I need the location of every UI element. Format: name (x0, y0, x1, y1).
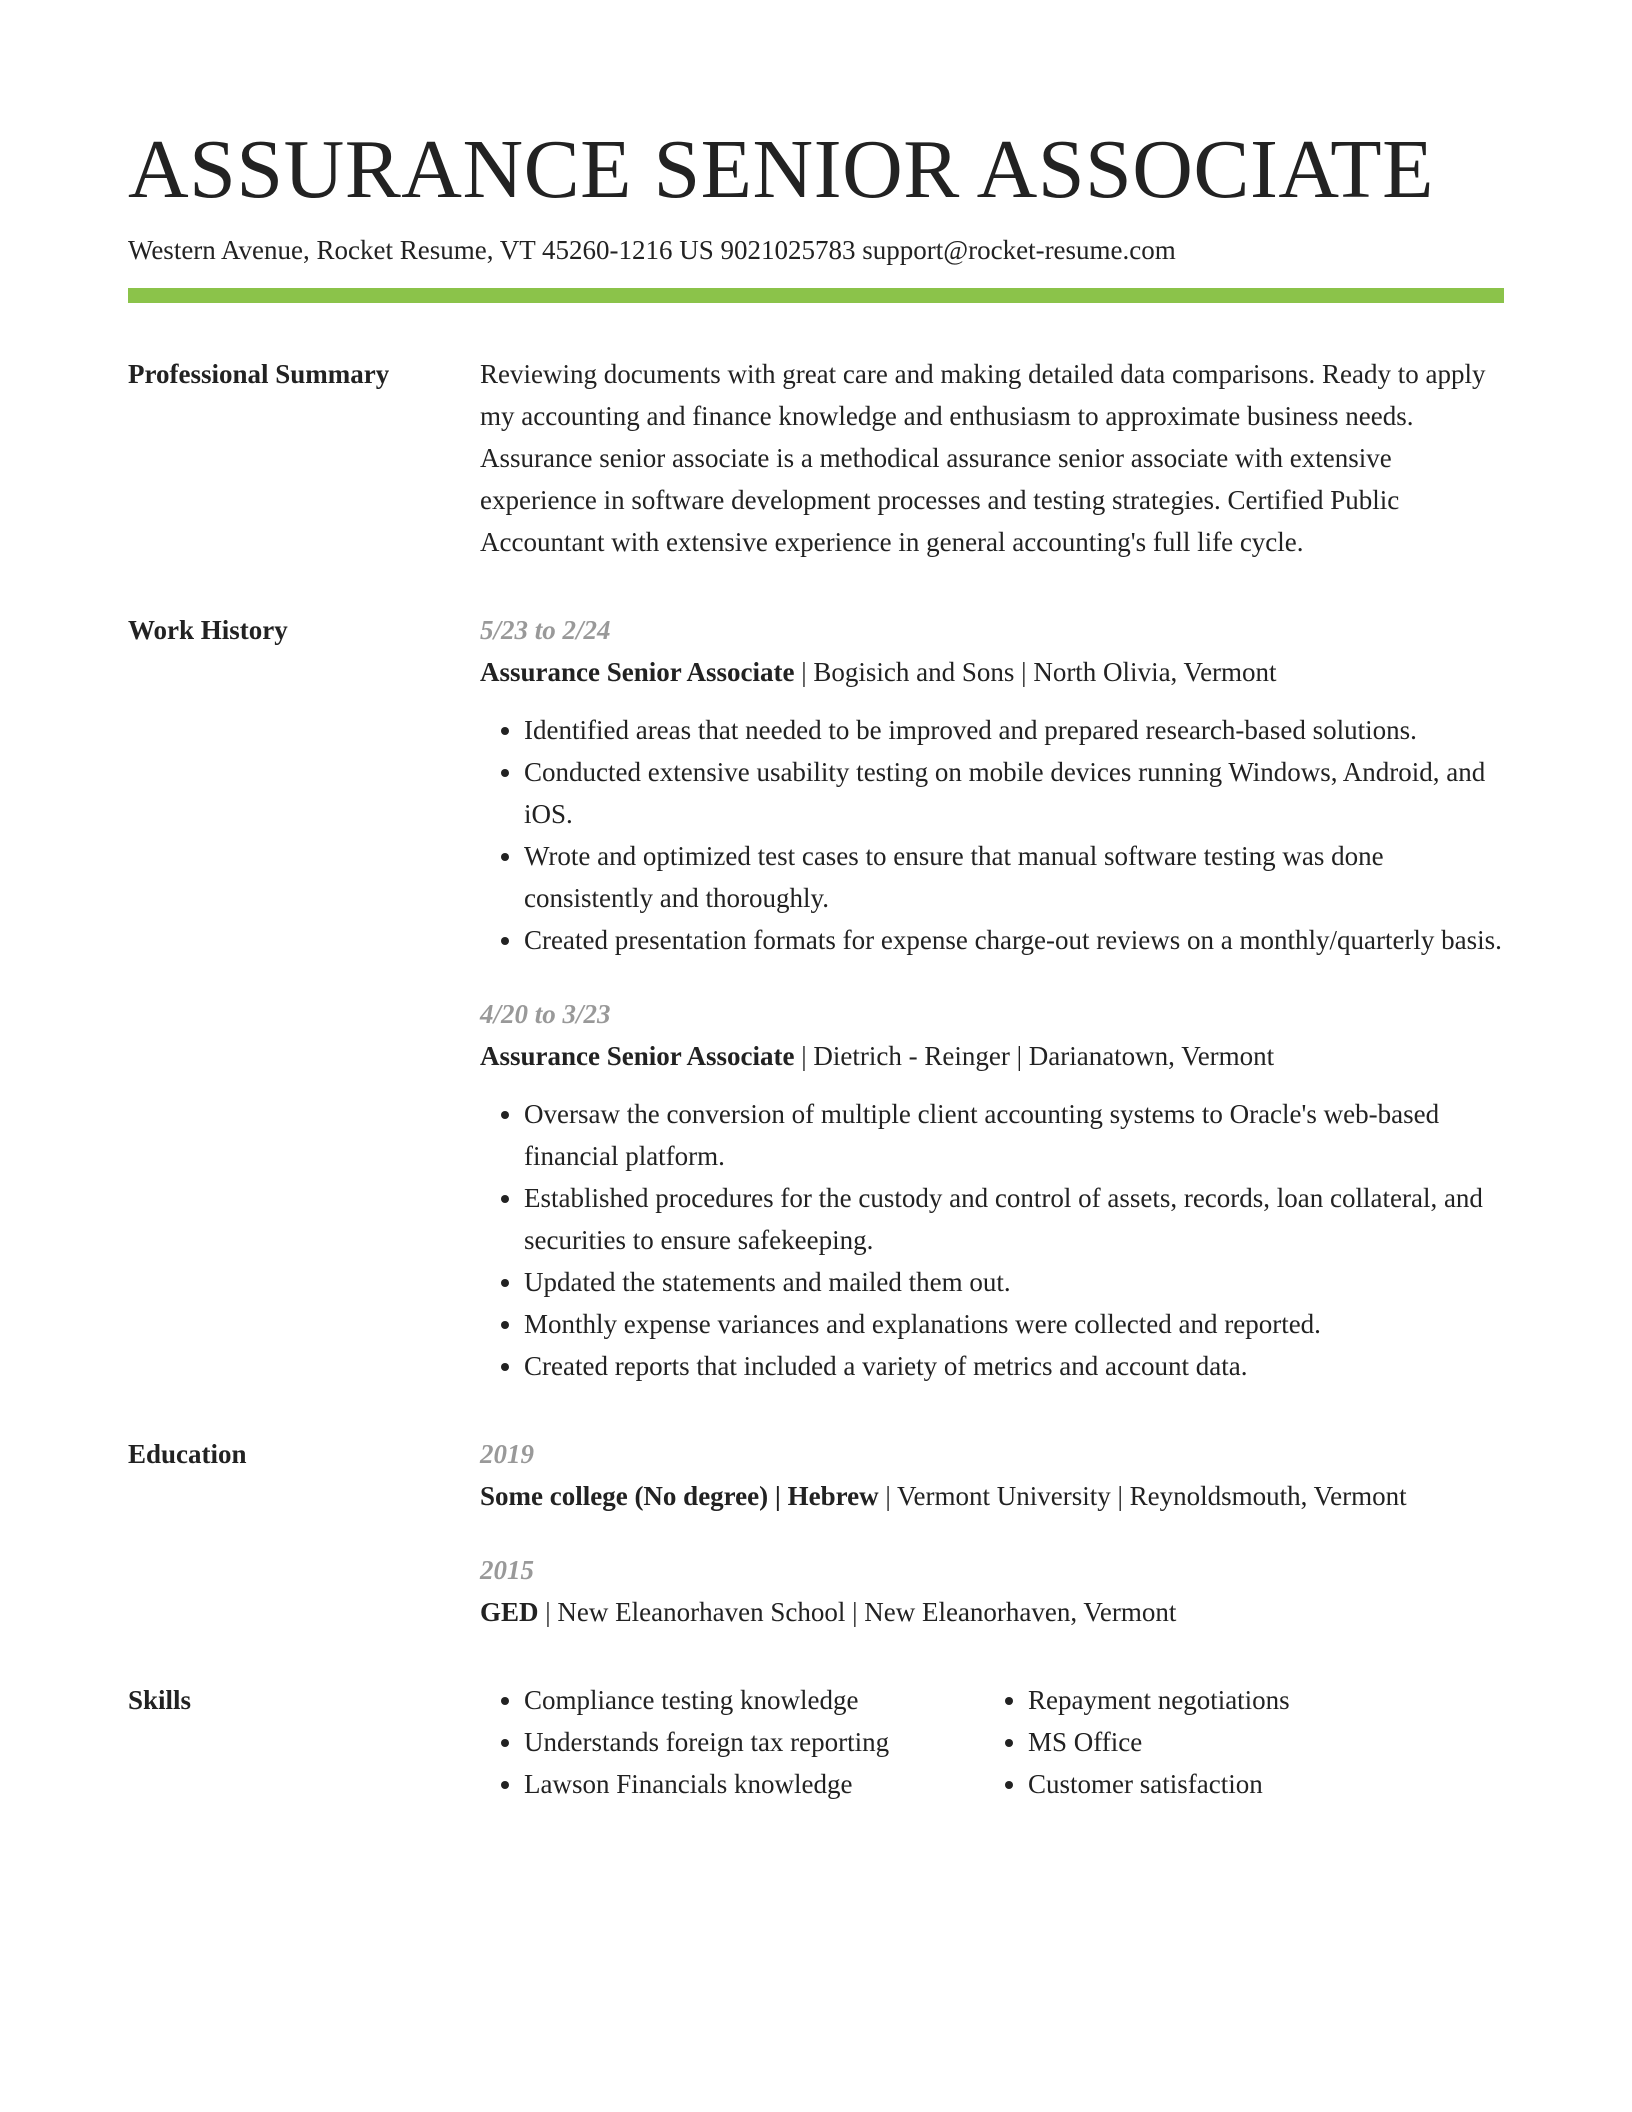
skills-section (128, 1679, 1504, 1805)
job-bullets (480, 1093, 1504, 1387)
section-label-summary: Professional Summary (128, 359, 390, 389)
skill-item: • Lawson Financials knowledge (524, 1763, 984, 1805)
job-role-line (480, 651, 1504, 693)
work-history-body (480, 609, 1504, 1387)
job-bullet: • Created presentation formats for expense charge-out reviews on a monthly/quarterly basis. (524, 919, 1504, 961)
section-label-work-history: Work History (128, 615, 288, 645)
skills-body (480, 1679, 1504, 1805)
education-date: 2015 (480, 1555, 534, 1585)
education-line (480, 1475, 1504, 1517)
job-bullets (480, 709, 1504, 961)
education-entry (480, 1433, 1504, 1517)
skill-item: • Understands foreign tax reporting (524, 1721, 984, 1763)
resume-name: ASSURANCE SENIOR ASSOCIATE (128, 123, 1434, 216)
job-details: | Dietrich - Reinger | Darianatown, Vermont (794, 1041, 1275, 1071)
education-entry (480, 1549, 1504, 1633)
summary-text: Reviewing documents with great care and making detailed data comparisons. Ready to apply my accounting and finance knowledge and enthusiasm to approximate business needs. Assurance senior associate is a methodical assurance senior associate with extensive experience in software development processes and testing strategies. Certified Public Accountant with extensive experience in general accounting's full life cycle. (480, 359, 1486, 557)
contact-line: Western Avenue, Rocket Resume, VT 45260-1216 US 9021025783 support@rocket-resume.com (128, 235, 1176, 265)
education-degree: GED (480, 1597, 539, 1627)
work-history-section (128, 609, 1504, 1387)
education-body (480, 1433, 1504, 1633)
job-date: 5/23 to 2/24 (480, 615, 611, 645)
job-bullet: • Established procedures for the custody and control of assets, records, loan collateral, and securities to ensure safekeeping. (524, 1177, 1504, 1261)
education-details: | Vermont University | Reynoldsmouth, Vermont (878, 1481, 1407, 1511)
education-details: | New Eleanorhaven School | New Eleanorhaven, Vermont (538, 1597, 1177, 1627)
job-bullet: • Monthly expense variances and explanations were collected and reported. (524, 1303, 1504, 1345)
education-section (128, 1433, 1504, 1633)
skills-grid (480, 1679, 1504, 1805)
job-entry (480, 993, 1504, 1387)
skill-item: • Customer satisfaction (1028, 1763, 1488, 1805)
summary-body (480, 353, 1504, 563)
job-date: 4/20 to 3/23 (480, 999, 611, 1029)
job-title: Assurance Senior Associate (480, 657, 795, 687)
skill-item: • Repayment negotiations (1028, 1679, 1488, 1721)
job-bullet: • Conducted extensive usability testing on mobile devices running Windows, Android, and iOS. (524, 751, 1504, 835)
job-bullet: • Wrote and optimized test cases to ensure that manual software testing was done consistently and thoroughly. (524, 835, 1504, 919)
education-line (480, 1591, 1504, 1633)
job-bullet: • Updated the statements and mailed them out. (524, 1261, 1504, 1303)
skill-item: • MS Office (1028, 1721, 1488, 1763)
job-entry (480, 609, 1504, 961)
job-bullet: • Oversaw the conversion of multiple client accounting systems to Oracle's web-based financial platform. (524, 1093, 1504, 1177)
summary-section (128, 353, 1504, 563)
education-date: 2019 (480, 1439, 534, 1469)
job-details: | Bogisich and Sons | North Olivia, Vermont (794, 657, 1277, 687)
section-label-education: Education (128, 1439, 247, 1469)
job-title: Assurance Senior Associate (480, 1041, 795, 1071)
header-accent-rule (128, 288, 1504, 303)
skills-column-right (984, 1679, 1488, 1805)
resume-page (128, 118, 1504, 1805)
job-bullet: • Identified areas that needed to be improved and prepared research-based solutions. (524, 709, 1504, 751)
job-bullet: • Created reports that included a variety of metrics and account data. (524, 1345, 1504, 1387)
skill-item: • Compliance testing knowledge (524, 1679, 984, 1721)
job-role-line (480, 1035, 1504, 1077)
education-degree: Some college (No degree) | Hebrew (480, 1481, 879, 1511)
skills-column-left (480, 1679, 984, 1805)
section-label-skills: Skills (128, 1685, 192, 1715)
